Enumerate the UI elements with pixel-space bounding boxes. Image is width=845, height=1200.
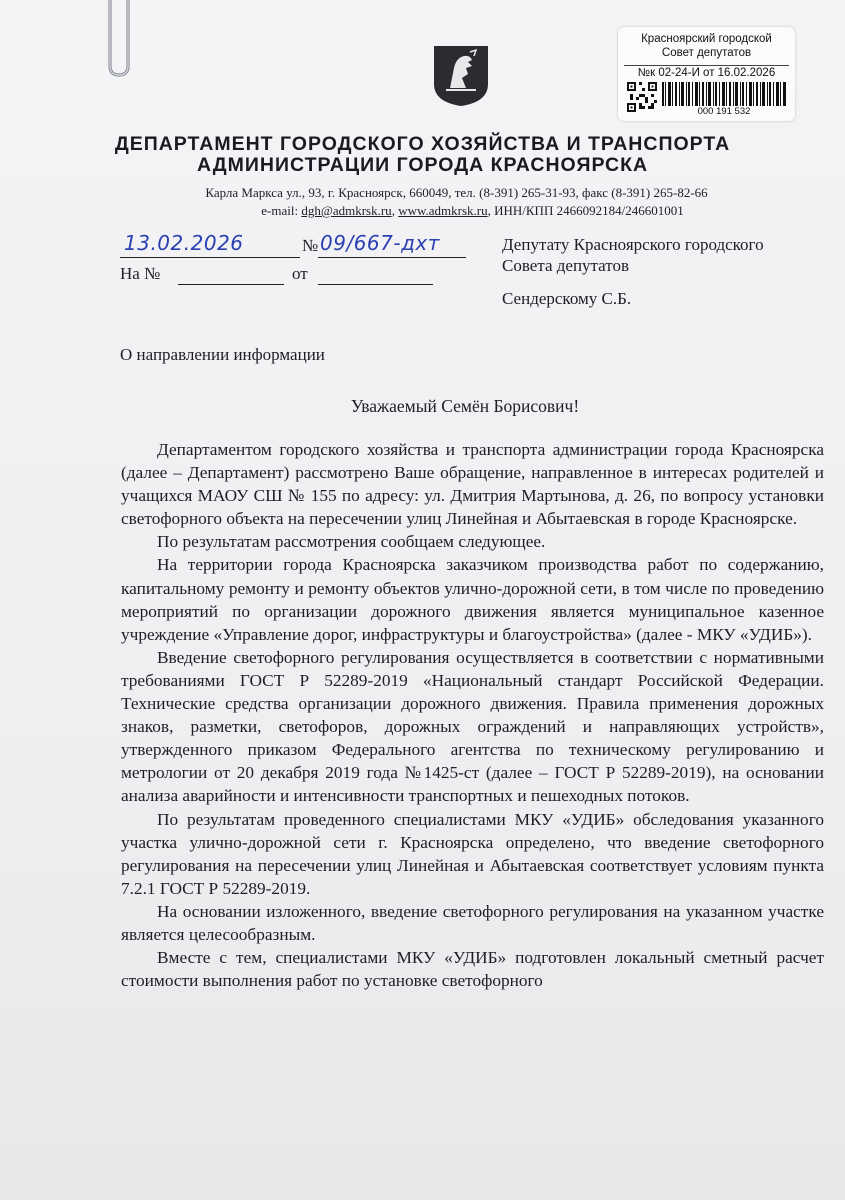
outgoing-number: 09/667-дхт [320,231,440,255]
inn-kpp: , ИНН/КПП 2466092184/246601001 [487,203,684,218]
stamp-barcode-number: 000 191 532 [697,106,751,117]
reference-number-line [178,284,284,285]
registration-stamp [618,27,795,121]
stamp-reg-number: №к 02-24-И от 16.02.2026 [624,65,789,79]
paper-clip-icon [104,0,138,78]
email-label: e-mail: [261,203,302,218]
addressee-line1: Депутату Красноярского городского [502,235,764,254]
number-sign: № [302,236,319,255]
date-underline [120,257,300,258]
paragraph: По результатам рассмотрения сообщаем следующее. [157,532,546,552]
org-address: Карла Маркса ул., 93, г. Красноярск, 660049, тел. (8-391) 265-31-93, факс (8-391) 265-82-66 [205,185,708,200]
paragraph: Вместе с тем, специалистами МКУ «УДИБ» подготовлен локальный сметный расчет стоимости выполнения работ по установке светофорного [121,948,824,991]
letter-subject: О направлении информации [120,345,325,364]
org-name-line2: АДМИНИСТРАЦИИ ГОРОДА КРАСНОЯРСКА [196,154,649,176]
org-name-line1: ДЕПАРТАМЕНТ ГОРОДСКОГО ХОЗЯЙСТВА И ТРАНСПОРТА [114,133,731,155]
paragraph: На основании изложенного, введение светофорного регулирования на указанном участке является целесообразным. [121,901,824,944]
qr-code-icon [627,82,657,112]
reference-date-line [318,284,433,285]
number-underline [318,257,466,258]
barcode-icon [662,82,786,106]
paragraph: Департаментом городского хозяйства и транспорта администрации города Красноярска (далее – Департамент) рассмотрено Ваше обращение, направленное в интересах родителей и учащихся МАОУ СШ № 155 по адресу: ул. Дмитрия Мартынова, д. 26, по вопросу установки светофорного объекта на пересечении улиц Линейная и Абытаевская в городе Красноярске. [121,440,824,529]
coat-of-arms-icon [432,44,490,108]
outgoing-date: 13.02.2026 [124,231,244,255]
addressee-name: Сендерскому С.Б. [502,289,632,308]
greeting: Уважаемый Семён Борисович! [350,396,580,416]
stamp-org-line2: Совет депутатов [661,47,752,59]
letter-body [121,438,824,992]
addressee-line2: Совета депутатов [502,256,630,275]
website-link[interactable]: www.admkrsk.ru [398,203,488,218]
reference-from-label: от [292,264,308,283]
email-link[interactable]: dgh@admkrsk.ru [301,203,392,218]
paragraph: По результатам проведенного специалистами МКУ «УДИБ» обследования указанного участка улично-дорожной сети г. Красноярска определено, что введение светофорного регулирования на пересечении улиц Линейная и Абытаевская соответствует условиям пункта 7.2.1 ГОСТ Р 52289-2019. [121,809,824,898]
org-contacts: e-mail: dgh@admkrsk.ru, www.admkrsk.ru, ИНН/КПП 2466092184/246601001 [261,203,684,218]
paragraph: Введение светофорного регулирования осуществляется в соответствии с нормативными требованиями ГОСТ Р 52289-2019 «Национальный стандарт Российской Федерации. Технические средства организации дорожного движения. Правила применения дорожных знаков, разметки, светофоров, дорожных ограждений и направляющих устройств», утвержденного приказом Федерального агентства по техническому регулированию и метрологии от 20 декабря 2019 года №1425-ст (далее – ГОСТ Р 52289-2019), на основании анализа аварийности и интенсивности транспортных и пешеходных потоков. [121,647,824,806]
reference-label: На № [120,264,161,283]
paragraph: На территории города Красноярска заказчиком производства работ по содержанию, капитальному ремонту и ремонту объектов улично-дорожной сети, в том числе по проведению мероприятий по организации дорожного движения является муниципальное казенное учреждение «Управление дорог, инфраструктуры и благоустройства» (далее - МКУ «УДИБ»). [121,555,824,644]
stamp-org-line1: Красноярский городской [641,33,772,45]
